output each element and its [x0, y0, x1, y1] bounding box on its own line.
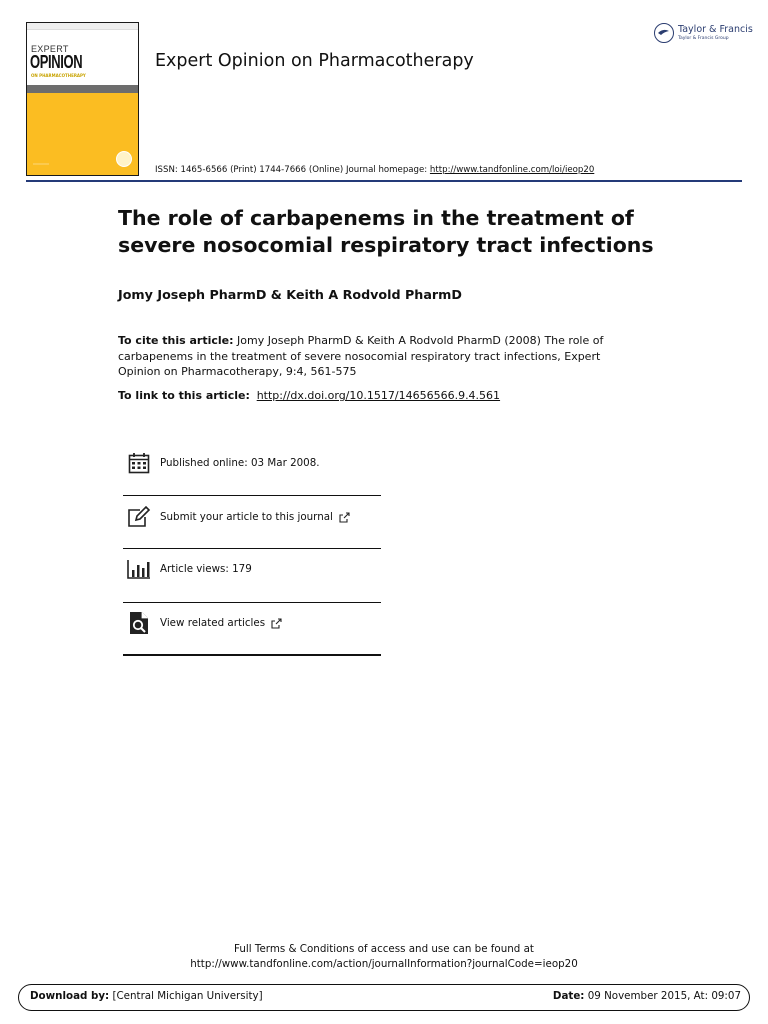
bar-chart-icon: [127, 557, 151, 581]
download-by-label: Download by:: [30, 990, 110, 1002]
article-views-text: Article views: 179: [160, 563, 252, 575]
issn-line: [155, 165, 594, 175]
download-date: [553, 990, 741, 1002]
cover-expert-text: EXPERT: [31, 44, 69, 54]
publisher-name: Taylor & Francis: [678, 24, 753, 35]
submit-article-row[interactable]: [123, 505, 381, 529]
publisher-group: Taylor & Francis Group: [678, 36, 729, 41]
download-date-value: 09 November 2015, At: 09:07: [584, 990, 741, 1002]
article-link-label: To link to this article:: [118, 389, 254, 402]
journal-title: Expert Opinion on Pharmacotherapy: [155, 51, 474, 71]
journal-homepage-link[interactable]: http://www.tandfonline.com/loi/ieop20: [429, 165, 595, 175]
external-link-icon: [339, 512, 350, 523]
document-search-icon: [127, 611, 151, 635]
published-online-row: [123, 451, 381, 475]
related-articles-row[interactable]: [123, 611, 381, 635]
download-by: [30, 990, 263, 1002]
article-link-line: [118, 389, 500, 402]
journal-cover-image: [26, 22, 139, 176]
article-doi-link[interactable]: http://dx.doi.org/10.1517/14656566.9.4.561: [256, 389, 501, 402]
download-by-value: [Central Michigan University]: [109, 990, 263, 1002]
calendar-icon: [127, 451, 151, 475]
cover-gray-band: [27, 85, 138, 93]
published-online-text: Published online: 03 Mar 2008.: [160, 457, 320, 469]
article-views-row: [123, 557, 381, 581]
cover-opinion-text: OPINION: [30, 52, 83, 72]
submit-article-link[interactable]: Submit your article to this journal: [160, 511, 333, 523]
citation-label: To cite this article:: [118, 334, 234, 347]
cover-badge: [116, 151, 132, 167]
related-articles-link[interactable]: View related articles: [160, 617, 266, 629]
cover-subline-text: ON PHARMACOTHERAPY: [31, 73, 86, 78]
cover-top-band: [27, 23, 138, 30]
citation-block: [118, 333, 618, 380]
download-date-label: Date:: [552, 990, 585, 1002]
publisher-logo: [654, 22, 753, 48]
publisher-logo-icon: [654, 23, 674, 43]
external-link-icon: [271, 618, 282, 629]
edit-icon: [127, 505, 151, 529]
cover-mark: [33, 163, 49, 165]
info-divider: [123, 654, 381, 656]
terms-line-1: Full Terms & Conditions of access and use can be found at: [234, 943, 534, 955]
info-divider: [123, 602, 381, 603]
header-divider: [26, 180, 742, 182]
terms-url[interactable]: http://www.tandfonline.com/action/journalInformation?journalCode=ieop20: [190, 958, 578, 970]
citation-text: Jomy Joseph PharmD & Keith A Rodvold PharmD (2008) The role of carbapenems in the treatment of severe nosocomial respiratory tract infections, Expert Opinion on Pharmacotherapy, 9:4, 561-575: [118, 334, 604, 378]
issn-text: ISSN: 1465-6566 (Print) 1744-7666 (Online) Journal homepage:: [155, 165, 430, 175]
info-divider: [123, 495, 381, 496]
article-authors: Jomy Joseph PharmD & Keith A Rodvold PharmD: [118, 287, 462, 302]
article-title: The role of carbapenems in the treatment of severe nosocomial respiratory tract infections: [118, 206, 654, 257]
info-divider: [123, 548, 381, 549]
